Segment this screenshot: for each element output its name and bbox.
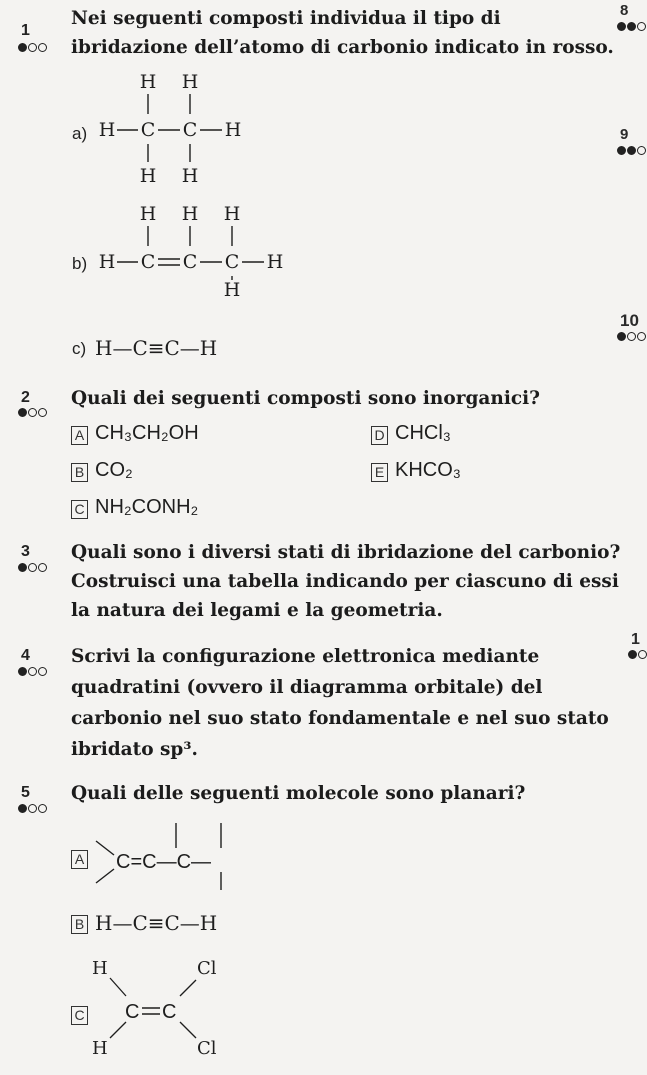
structure-c-ethyne: H—C≡C—H bbox=[95, 336, 218, 360]
svg-text:Cl: Cl bbox=[197, 1038, 217, 1059]
structure-b-propene bbox=[92, 196, 302, 300]
option-b-formula: CO₂ bbox=[95, 459, 133, 481]
exercise-2-difficulty bbox=[18, 408, 47, 417]
molecule-c-dichloroethene bbox=[86, 950, 256, 1060]
option-a-formula: CH₃CH₂OH bbox=[95, 422, 199, 444]
edge-marker-9: 9 bbox=[620, 126, 628, 143]
svg-text:C=C—C—: C=C—C— bbox=[116, 851, 212, 873]
svg-text:H: H bbox=[181, 71, 199, 93]
exercise-5-text: Quali delle seguenti molecole sono planari? bbox=[71, 783, 526, 804]
option-d-formula: CHCl₃ bbox=[395, 422, 451, 444]
svg-text:C: C bbox=[140, 119, 156, 141]
option-c-formula: NH₂CONH₂ bbox=[95, 496, 199, 518]
option-e-box[interactable]: E bbox=[371, 463, 388, 482]
exercise-2-number: 2 bbox=[21, 389, 30, 406]
svg-text:C: C bbox=[182, 251, 198, 273]
svg-text:H: H bbox=[181, 165, 199, 187]
structure-a-ethane bbox=[92, 64, 252, 186]
exercise-4-text-line-1: Scrivi la configurazione elettronica mediante bbox=[71, 646, 540, 667]
exercise-1-number: 1 bbox=[21, 22, 30, 39]
svg-text:H: H bbox=[224, 119, 242, 141]
option-a-box[interactable]: A bbox=[71, 426, 88, 445]
exercise-1-text-line-1: Nei seguenti composti individua il tipo di bbox=[71, 8, 501, 29]
svg-text:H: H bbox=[223, 279, 241, 301]
difficulty-dots bbox=[617, 22, 646, 31]
exercise-4-number: 4 bbox=[21, 647, 30, 664]
exercise-3-text-line-3: la natura dei legami e la geometria. bbox=[71, 600, 443, 621]
option-e-formula: KHCO₃ bbox=[395, 459, 461, 481]
svg-text:H: H bbox=[139, 203, 157, 225]
option-d-box[interactable]: D bbox=[371, 426, 388, 445]
option-a-box[interactable]: A bbox=[71, 850, 88, 869]
exercise-3-difficulty bbox=[18, 563, 47, 572]
svg-text:H: H bbox=[98, 119, 116, 141]
exercise-2-text: Quali dei seguenti composti sono inorganici? bbox=[71, 388, 540, 409]
svg-text:H: H bbox=[266, 251, 284, 273]
option-c-box[interactable]: C bbox=[71, 500, 88, 519]
edge-marker-1: 1 bbox=[631, 631, 640, 649]
exercise-5-number: 5 bbox=[21, 784, 30, 801]
exercise-3-number: 3 bbox=[21, 543, 30, 560]
svg-text:C: C bbox=[224, 251, 240, 273]
svg-text:C: C bbox=[140, 251, 156, 273]
svg-text:C: C bbox=[182, 119, 198, 141]
option-b-box[interactable]: B bbox=[71, 463, 88, 482]
svg-text:H: H bbox=[139, 71, 157, 93]
exercise-5-difficulty bbox=[18, 804, 47, 813]
option-c-box[interactable]: C bbox=[71, 1006, 88, 1025]
svg-text:H: H bbox=[92, 1038, 108, 1059]
exercise-1-text-line-2: ibridazione dell’atomo di carbonio indicato in rosso. bbox=[71, 37, 614, 58]
structure-c-label: c) bbox=[72, 339, 87, 358]
svg-text:H: H bbox=[181, 203, 199, 225]
svg-text:H: H bbox=[92, 958, 108, 979]
edge-marker-10: 10 bbox=[620, 311, 639, 331]
svg-text:Cl: Cl bbox=[197, 958, 217, 979]
structure-b-label: b) bbox=[72, 254, 88, 273]
structure-a-label: a) bbox=[72, 124, 88, 143]
exercise-4-text-line-3: carbonio nel suo stato fondamentale e nel suo stato bbox=[71, 708, 609, 729]
exercise-3-text-line-2: Costruisci una tabella indicando per ciascuno di essi bbox=[71, 571, 619, 592]
option-b-box[interactable]: B bbox=[71, 915, 88, 934]
svg-text:C: C bbox=[162, 1001, 177, 1023]
molecule-b-formula: H—C≡C—H bbox=[95, 911, 218, 935]
exercise-4-text-line-2: quadratini (ovvero il diagramma orbitale) del bbox=[71, 677, 543, 698]
svg-text:H: H bbox=[223, 203, 241, 225]
exercise-3-text-line-1: Quali sono i diversi stati di ibridazione del carbonio? bbox=[71, 542, 621, 563]
molecule-a-diagram bbox=[92, 812, 262, 898]
exercise-4-text-line-4: ibridato sp³. bbox=[71, 739, 198, 760]
svg-text:H: H bbox=[98, 251, 116, 273]
exercise-4-difficulty bbox=[18, 667, 47, 676]
svg-text:C: C bbox=[125, 1001, 140, 1023]
exercise-1-difficulty bbox=[18, 43, 47, 52]
svg-text:H: H bbox=[139, 165, 157, 187]
edge-marker-8: 8 bbox=[620, 2, 628, 19]
